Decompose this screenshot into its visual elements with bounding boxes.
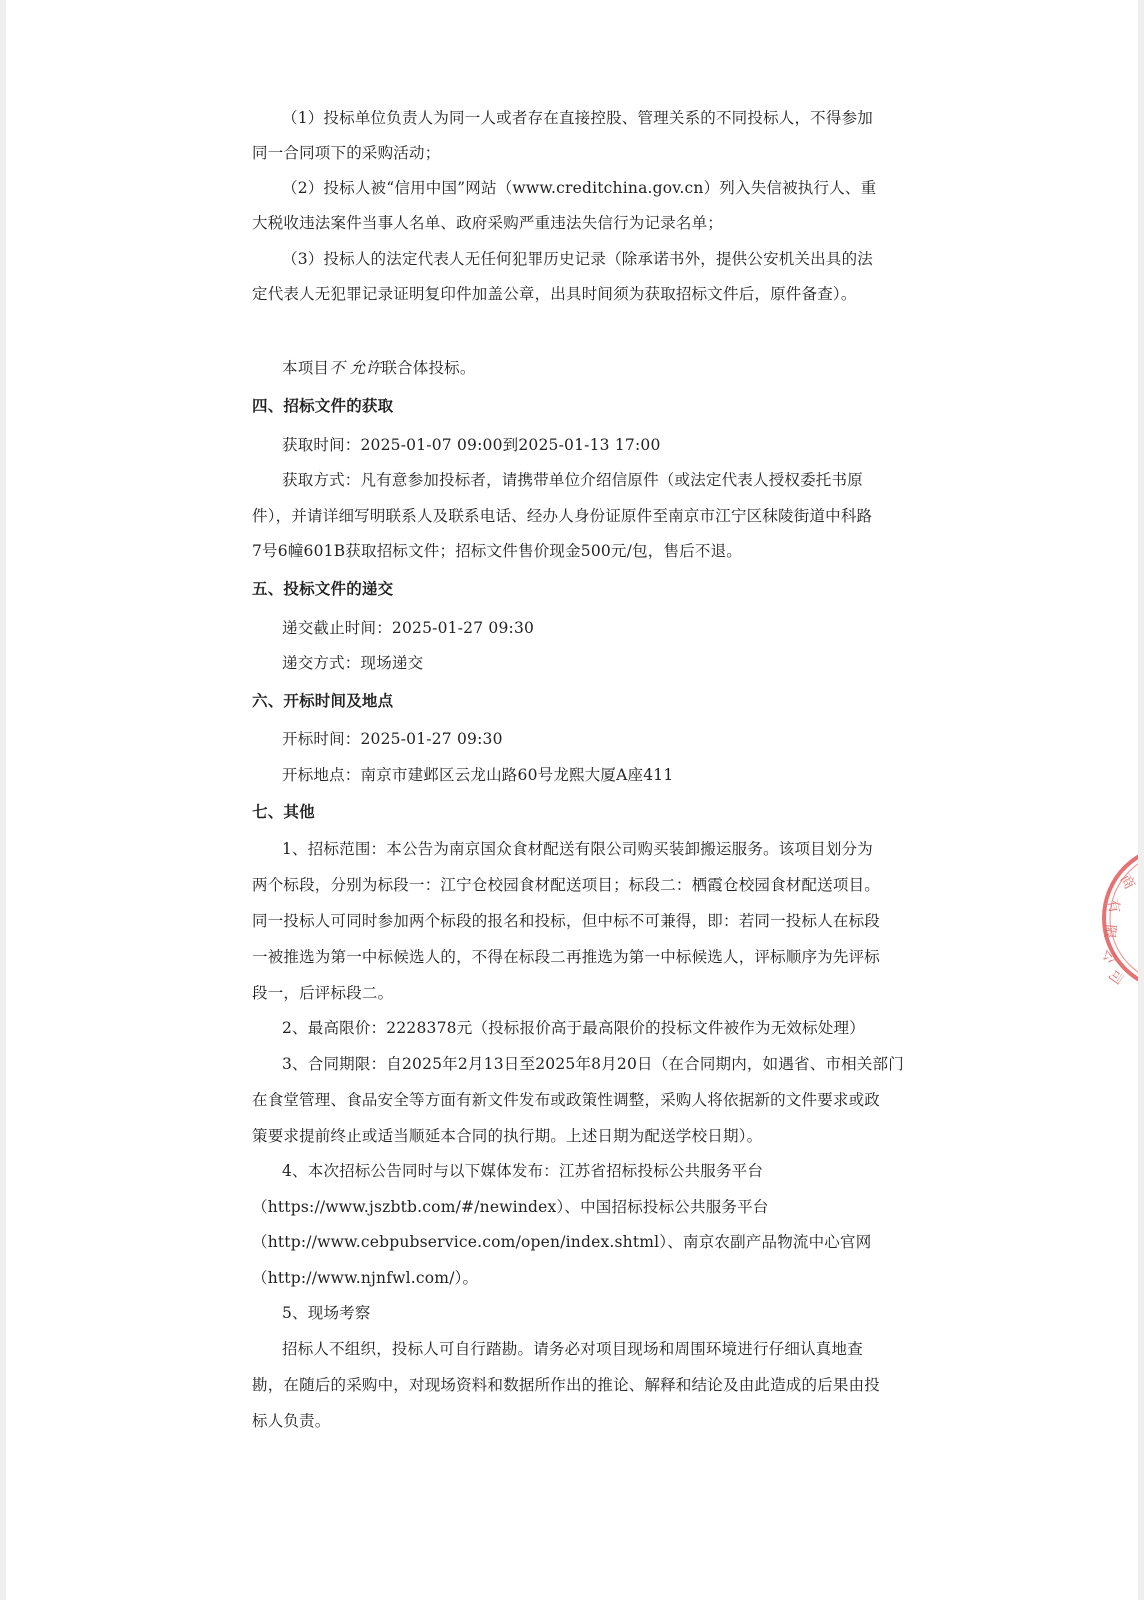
section-5-line: 递交方式：现场递交 <box>282 654 424 672</box>
section-7-line: （http://www.cebpubservice.com/open/index.shtml）、南京农副产品物流中心官网 <box>252 1233 872 1251</box>
section-7-line: （http://www.njnfwl.com/）。 <box>252 1269 479 1287</box>
section-6-line: 开标地点：南京市建邺区云龙山路60号龙熙大厦A座411 <box>282 766 674 784</box>
svg-text:有: 有 <box>1104 897 1123 915</box>
section-4-line: 获取时间：2025-01-07 09:00到2025-01-13 17:00 <box>282 436 661 454</box>
section-7-heading: 七、其他 <box>252 803 315 821</box>
company-seal-stamp <box>1098 838 1138 998</box>
condition-1-line-1: （1）投标单位负责人为同一人或者存在直接控股、管理关系的不同投标人，不得参加 <box>282 109 873 127</box>
section-7-line: 3、合同期限：自2025年2月13日至2025年8月20日（在合同期内，如遇省、市相关部门 <box>282 1055 904 1073</box>
condition-1-line-2: 同一合同项下的采购活动； <box>252 144 441 162</box>
section-7-line: 一被推选为第一中标候选人的，不得在标段二再推选为第一中标候选人，评标顺序为先评标 <box>252 948 881 966</box>
section-4-line: 件），并请详细写明联系人及联系电话、经办人身份证原件至南京市江宁区秣陵街道中科路 <box>252 507 873 525</box>
section-4-line: 获取方式：凡有意参加投标者，请携带单位介绍信原件（或法定代表人授权委托书原 <box>282 471 863 489</box>
section-5-heading: 五、投标文件的递交 <box>252 580 394 598</box>
consortium-suffix: 联合体投标。 <box>381 359 476 377</box>
section-7-line: 两个标段，分别为标段一：江宁仓校园食材配送项目；标段二：栖霞仓校园食材配送项目。 <box>252 876 881 894</box>
condition-3-line-2: 定代表人无犯罪记录证明复印件加盖公章，出具时间须为获取招标文件后，原件备查）。 <box>252 285 857 303</box>
document-page <box>6 0 1138 1600</box>
consortium-statement <box>282 357 476 379</box>
section-7-line: 2、最高限价：2228378元（投标报价高于最高限价的投标文件被作为无效标处理） <box>282 1019 865 1037</box>
svg-text:司: 司 <box>1104 965 1126 987</box>
section-4-line: 7号6幢601B获取招标文件；招标文件售价现金500元/包，售后不退。 <box>252 542 743 560</box>
section-6-heading: 六、开标时间及地点 <box>252 692 394 710</box>
section-5-line: 递交截止时间：2025-01-27 09:30 <box>282 619 535 637</box>
consortium-prefix: 本项目 <box>282 359 330 377</box>
consortium-emphasis: 不 允许 <box>329 359 382 377</box>
condition-2-line-2: 大税收违法案件当事人名单、政府采购严重违法失信行为记录名单； <box>252 214 724 232</box>
section-7-line: 1、招标范围：本公告为南京国众食材配送有限公司购买装卸搬运服务。该项目划分为 <box>282 840 873 858</box>
condition-2-line-1: （2）投标人被“信用中国”网站（www.creditchina.gov.cn）列入失信被执行人、重 <box>282 179 877 197</box>
svg-text:商: 商 <box>1116 872 1138 893</box>
svg-text:限: 限 <box>1100 923 1118 939</box>
section-7-line: （https://www.jszbtb.com/#/newindex）、中国招标投标公共服务平台 <box>252 1198 769 1216</box>
svg-text:公: 公 <box>1099 946 1120 966</box>
section-7-line: 标人负责。 <box>252 1412 331 1430</box>
section-7-line: 同一投标人可同时参加两个标段的报名和投标，但中标不可兼得，即：若同一投标人在标段 <box>252 912 881 930</box>
section-7-line: 5、现场考察 <box>282 1304 371 1322</box>
section-7-line: 勘，在随后的采购中，对现场资料和数据所作出的推论、解释和结论及由此造成的后果由投 <box>252 1376 881 1394</box>
section-4-heading: 四、招标文件的获取 <box>252 397 394 415</box>
section-7-line: 4、本次招标公告同时与以下媒体发布：江苏省招标投标公共服务平台 <box>282 1162 764 1180</box>
section-7-line: 在食堂管理、食品安全等方面有新文件发布或政策性调整，采购人将依据新的文件要求或政 <box>252 1091 881 1109</box>
section-7-line: 招标人不组织，投标人可自行踏勘。请务必对项目现场和周围环境进行仔细认真地查 <box>282 1340 863 1358</box>
section-7-line: 段一，后评标段二。 <box>252 984 394 1002</box>
section-6-line: 开标时间：2025-01-27 09:30 <box>282 730 503 748</box>
section-7-line: 策要求提前终止或适当顺延本合同的执行期。上述日期为配送学校日期）。 <box>252 1127 763 1145</box>
condition-3-line-1: （3）投标人的法定代表人无任何犯罪历史记录（除承诺书外，提供公安机关出具的法 <box>282 250 873 268</box>
